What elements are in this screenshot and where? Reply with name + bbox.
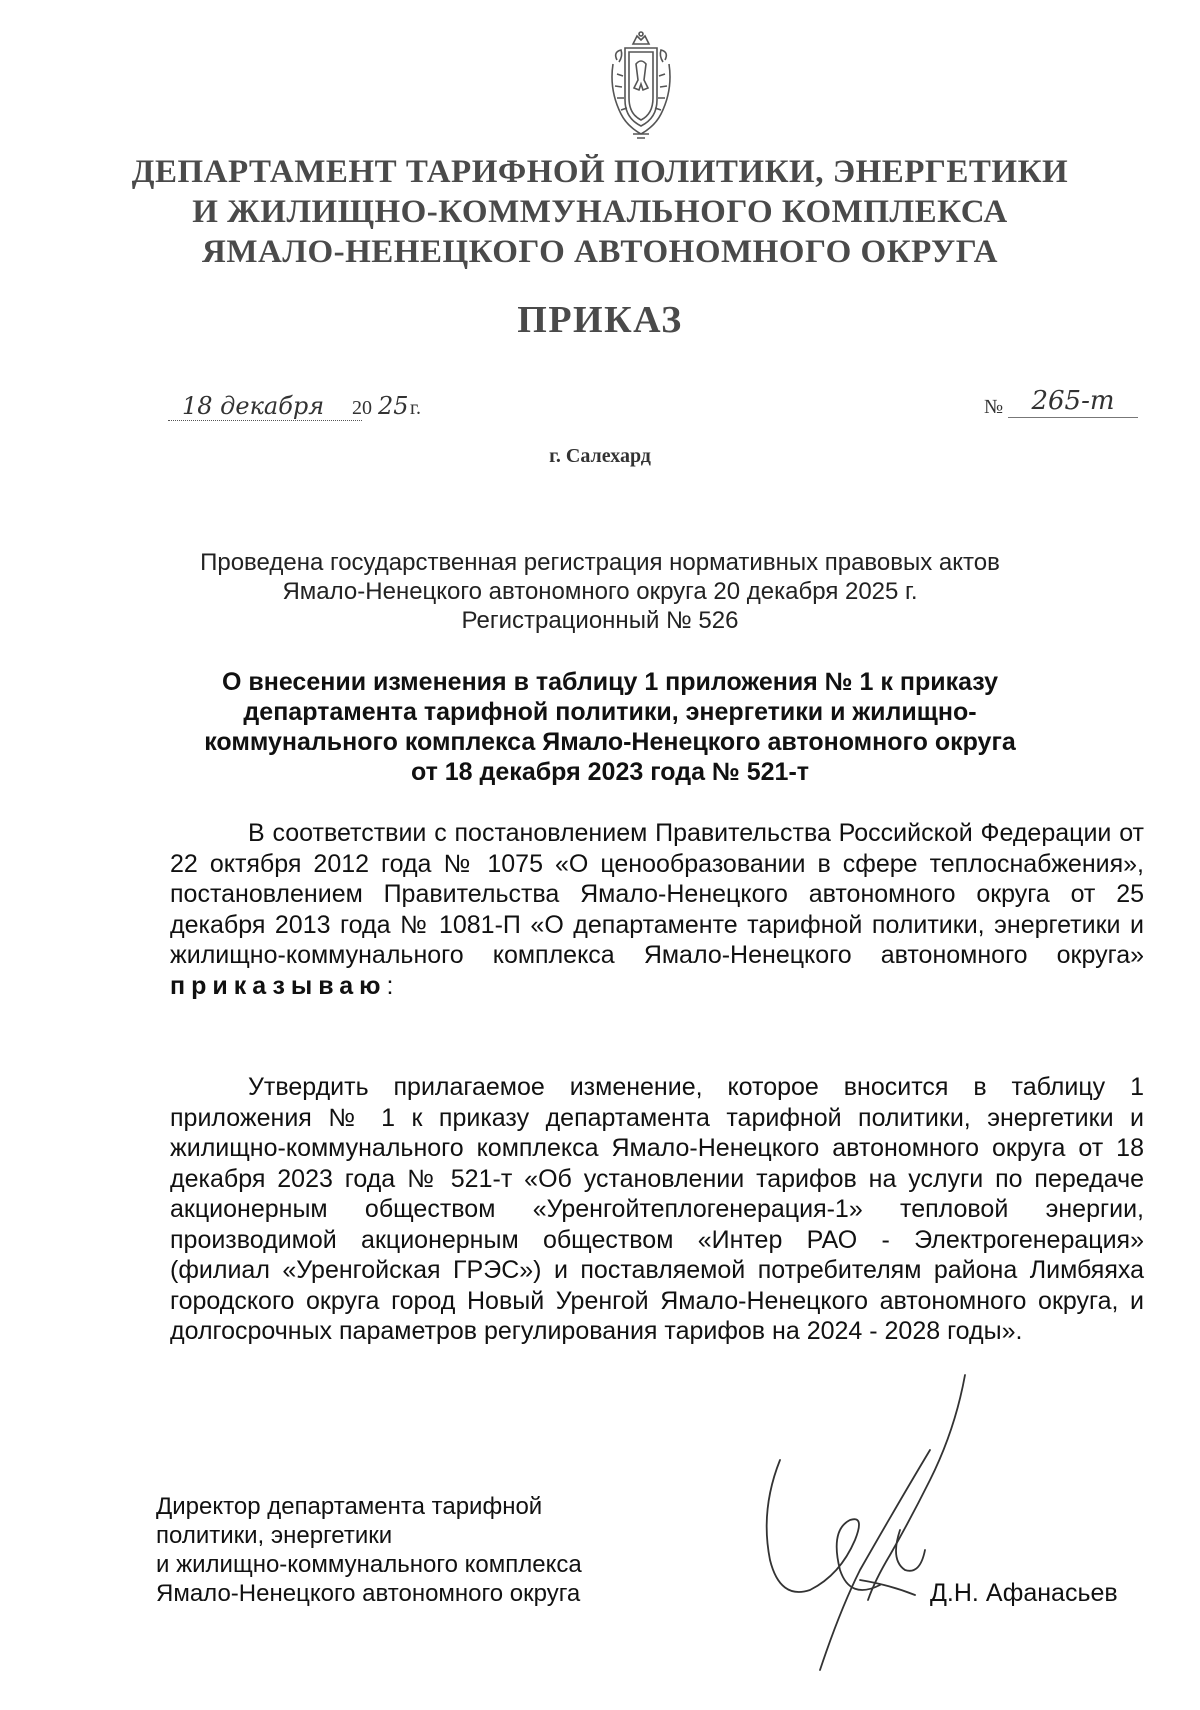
signer-position-line: политики, энергетики <box>156 1522 393 1549</box>
signer-position-line: и жилищно-коммунального комплекса <box>156 1551 582 1578</box>
date-day-month: 18 декабря <box>168 392 362 421</box>
registration-line: Ямало-Ненецкого автономного округа 20 декабря 2025 г. <box>282 578 918 605</box>
department-name-line-2: И ЖИЛИЩНО-КОММУНАЛЬНОГО КОМПЛЕКСА <box>192 194 1008 230</box>
registration-note <box>0 548 1200 635</box>
date-century: 20 <box>352 397 372 419</box>
subject-line: О внесении изменения в таблицу 1 приложения № 1 к приказу <box>221 668 999 696</box>
signer-position <box>156 1492 582 1608</box>
document-number: 265-т <box>1008 386 1138 418</box>
subject-line: департамента тарифной политики, энергетики и жилищно- <box>243 698 977 726</box>
handwritten-signature <box>740 1370 1000 1680</box>
order-paragraph: Утвердить прилагаемое изменение, которое вносится в таблицу 1 приложения № 1 к приказу департамента тарифной политики, энергетики и жилищно-коммунального комплекса Ямало-Ненецкого автономного округа от 18 декабря 2023 года № 521-т «Об установлении тарифов на услуги по передаче акционерным обществом «Уренгойтеплогенерация-1» тепловой энергии, производимой акционерным обществом «Интер РАО - Электрогенерация» (филиал «Уренгойская ГРЭС») и поставляемой потребителям района Лимбяяха городского округа город Новый Уренгой Ямало-Ненецкого автономного округа, и долгосрочных параметров регулирования тарифов на 2024 - 2028 годы». <box>170 1073 1144 1345</box>
preamble-text: В соответствии с постановлением Правительства Российской Федерации от 22 октября 2012 года № 1075 «О ценообразовании в сфере теплоснабжения», постановлением Правительства Ямало-Ненецкого автономного округа от 25 декабря 2013 года № 1081-П «О департаменте тарифной политики, энергетики и жилищно-коммунального комплекса Ямало-Ненецкого автономного округа» <box>170 819 1144 969</box>
date-year-suffix: г. <box>410 397 421 419</box>
preamble-paragraph <box>170 818 1144 1001</box>
coat-of-arms-emblem <box>603 30 679 142</box>
department-name-line-1: ДЕПАРТАМЕНТ ТАРИФНОЙ ПОЛИТИКИ, ЭНЕРГЕТИКИ <box>131 154 1069 190</box>
signer-position-line: Директор департамента тарифной <box>156 1493 543 1520</box>
registration-line: Регистрационный № 526 <box>461 607 739 634</box>
document-type-title: ПРИКАЗ <box>517 299 683 341</box>
order-colon: : <box>386 971 394 1000</box>
registration-line: Проведена государственная регистрация нормативных правовых актов <box>200 549 1000 576</box>
subject-line: коммунального комплекса Ямало-Ненецкого автономного округа <box>204 728 1016 756</box>
signer-position-line: Ямало-Ненецкого автономного округа <box>156 1580 581 1607</box>
date-year: 25 <box>378 392 409 420</box>
subject-line: от 18 декабря 2023 года № 521-т <box>410 758 810 786</box>
department-name-line-3: ЯМАЛО-НЕНЕЦКОГО АВТОНОМНОГО ОКРУГА <box>202 234 998 270</box>
signer-name: Д.Н. Афанасьев <box>930 1579 1118 1607</box>
document-subject <box>180 667 1040 787</box>
order-word: приказываю <box>170 971 387 1000</box>
city: г. Салехард <box>549 445 651 467</box>
number-sign: № <box>984 396 1004 418</box>
